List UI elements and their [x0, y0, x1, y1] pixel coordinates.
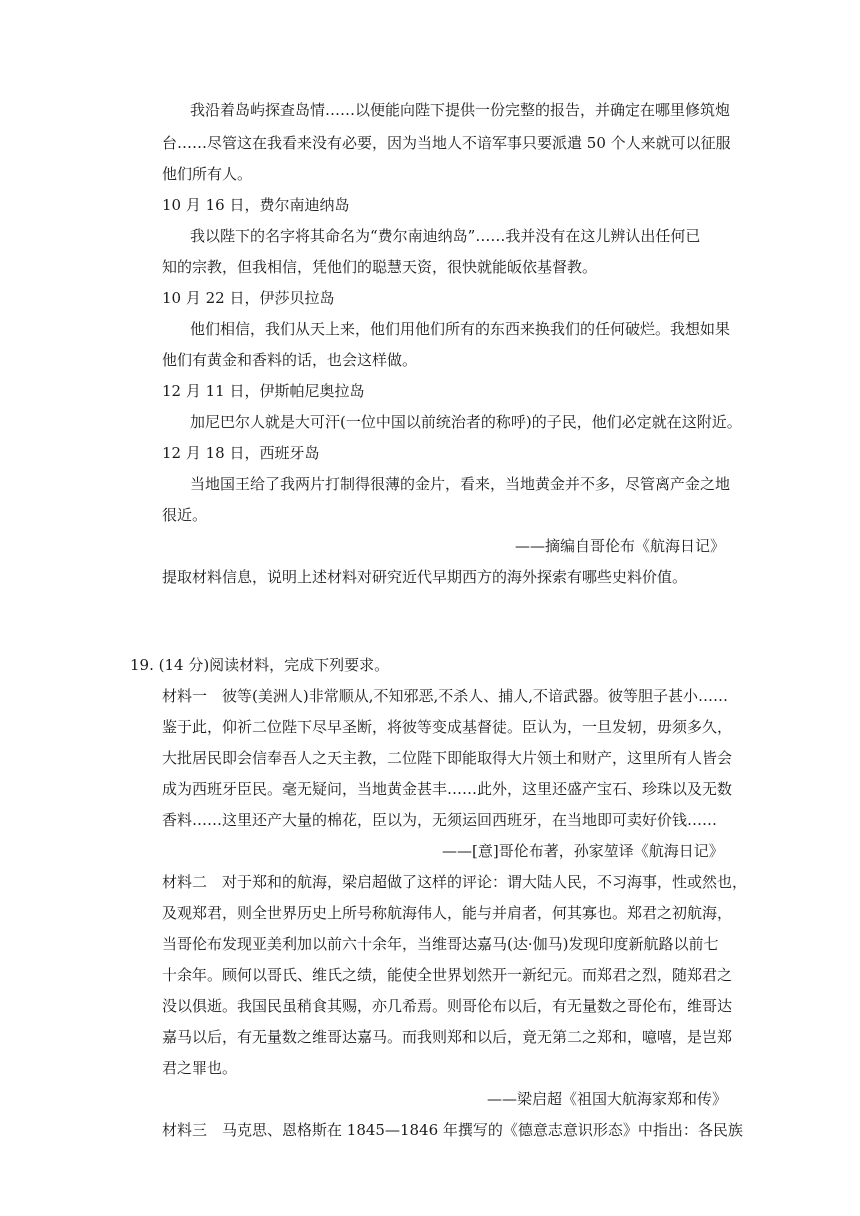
material-2-line-6: 嘉马以后，有无量数之维哥达嘉马。而我则郑和以后，竟无第二之郑和，噫嘻，是岂郑 — [162, 1028, 733, 1046]
material-2-source: ——梁启超《祖国大航海家郑和传》 — [487, 1090, 728, 1108]
diary-date-4: 12 月 18 日，西班牙岛 — [162, 444, 320, 462]
diary-entry-4-line-1: 当地国王给了我两片打制得很薄的金片，看来，当地黄金并不多，尽管离产金之地 — [190, 475, 731, 493]
intro-line-2: 台……尽管这在我看来没有必要，因为当地人不谙军事只要派遣 50 个人来就可以征服 — [162, 134, 731, 152]
diary-entry-3-line-1: 加尼巴尔人就是大可汗(一位中国以前统治者的称呼)的子民，他们必定就在这附近。 — [190, 413, 742, 431]
material-2-line-7: 君之罪也。 — [162, 1059, 238, 1077]
material-1-line-2: 鉴于此，仰祈二位陛下尽早圣断，将彼等变成基督徒。臣认为，一旦发轫，毋须多久， — [162, 718, 733, 736]
source-citation-1: ——摘编自哥伦布《航海日记》 — [515, 537, 726, 555]
material-3-line-1: 材料三 马克思、恩格斯在 1845—1846 年撰写的《德意志意识形态》中指出：各民族 — [162, 1121, 743, 1139]
material-2-line-4: 十余年。顾何以哥氏、维氏之绩，能使全世界划然开一新纪元。而郑君之烈，随郑君之 — [162, 966, 733, 984]
material-2-line-2: 及观郑君，则全世界历史上所号称航海伟人，能与并肩者，何其寡也。郑君之初航海， — [162, 904, 733, 922]
diary-entry-1-line-2: 知的宗教，但我相信，凭他们的聪慧天资，很快就能皈依基督教。 — [162, 258, 598, 276]
diary-date-2: 10 月 22 日，伊莎贝拉岛 — [162, 289, 335, 307]
intro-line-3: 他们所有人。 — [162, 165, 253, 183]
diary-entry-4-line-2: 很近。 — [162, 506, 208, 524]
material-2-line-5: 没以俱逝。我国民虽稍食其赐，亦几希焉。则哥伦布以后，有无量数之哥伦布，维哥达 — [162, 997, 733, 1015]
material-1-line-4: 成为西班牙臣民。毫无疑问，当地黄金甚丰……此外，这里还盛产宝石、珍珠以及无数 — [162, 780, 733, 798]
question-19-heading: 19. (14 分)阅读材料，完成下列要求。 — [130, 656, 390, 674]
intro-line-1: 我沿着岛屿探查岛情……以便能向陛下提供一份完整的报告，并确定在哪里修筑炮 — [190, 101, 731, 119]
diary-date-3: 12 月 11 日，伊斯帕尼奥拉岛 — [162, 382, 365, 400]
material-1-line-1: 材料一 彼等(美洲人)非常顺从,不知邪恶,不杀人、捕人,不谙武器。彼等胆子甚小…… — [162, 687, 729, 705]
material-1-source: ——[意]哥伦布著，孙家堃译《航海日记》 — [442, 842, 724, 860]
material-1-line-5: 香料……这里还产大量的棉花，臣以为，无须运回西班牙，在当地即可卖好价钱…… — [162, 811, 718, 829]
diary-entry-2-line-1: 他们相信，我们从天上来，他们用他们所有的东西来换我们的任何破烂。我想如果 — [190, 320, 731, 338]
material-1-line-3: 大批居民即会信奉吾人之天主教，二位陛下即能取得大片领土和财产，这里所有人皆会 — [162, 749, 733, 767]
material-2-line-3: 当哥伦布发现亚美利加以前六十余年，当维哥达嘉马(达·伽马)发现印度新航路以前七 — [162, 935, 719, 953]
material-2-line-1: 材料二 对于郑和的航海，梁启超做了这样的评论：谓大陆人民，不习海事，性或然也， — [162, 873, 748, 891]
diary-entry-2-line-2: 他们有黄金和香料的话，也会这样做。 — [162, 351, 418, 369]
question-prompt-1: 提取材料信息，说明上述材料对研究近代早期西方的海外探索有哪些史料价值。 — [162, 568, 688, 586]
diary-entry-1-line-1: 我以陛下的名字将其命名为“费尔南迪纳岛”……我并没有在这儿辨认出任何已 — [190, 227, 701, 245]
diary-date-1: 10 月 16 日，费尔南迪纳岛 — [162, 196, 350, 214]
